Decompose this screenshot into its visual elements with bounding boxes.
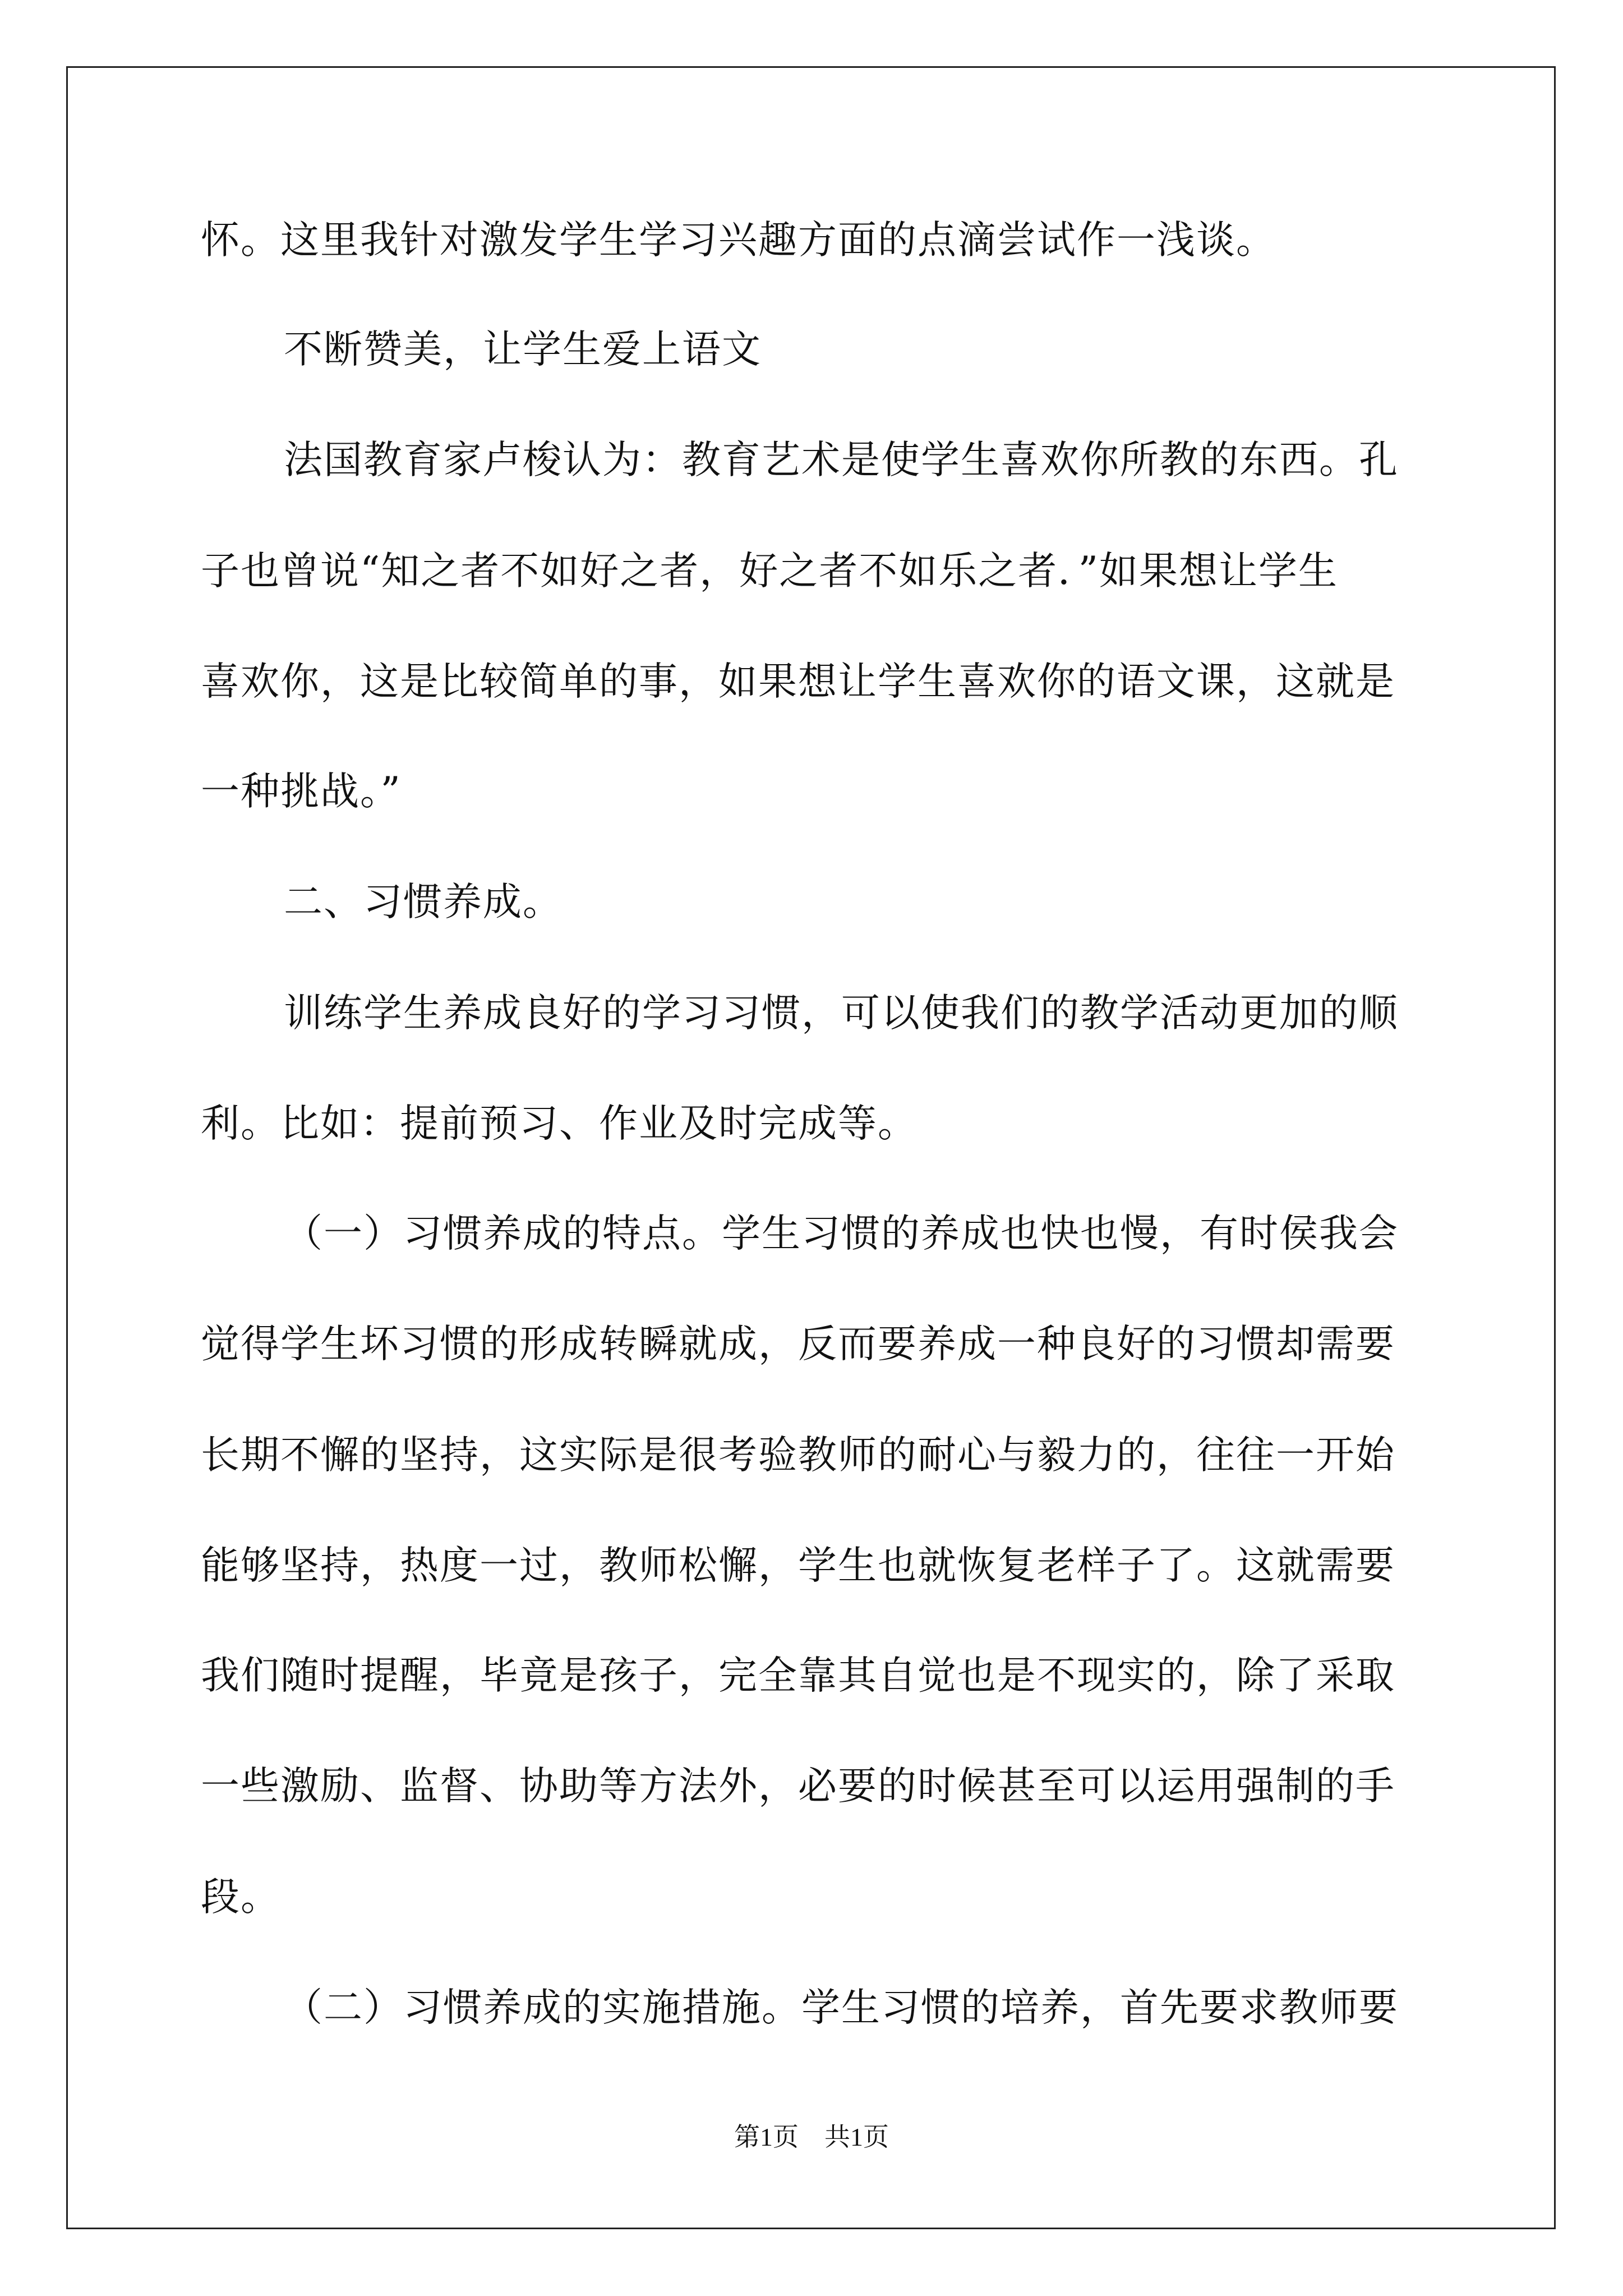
text-line: 喜欢你，这是比较简单的事，如果想让学生喜欢你的语文课，这就是 bbox=[201, 659, 1395, 704]
text-line: 觉得学生坏习惯的形成转瞬就成，反而要养成一种良好的习惯却需要 bbox=[201, 1322, 1395, 1366]
text-line: 不断赞美，让学生爱上语文 bbox=[284, 327, 762, 372]
text-line: 我们随时提醒，毕竟是孩子，完全靠其自觉也是不现实的，除了采取 bbox=[201, 1653, 1395, 1698]
text-line: 二、习惯养成。 bbox=[284, 880, 562, 924]
text-line: 一些激励、监督、协助等方法外，必要的时候甚至可以运用强制的手 bbox=[201, 1764, 1395, 1809]
text-line: 一种挑战。” bbox=[201, 769, 402, 814]
text-line: （一）习惯养成的特点。学生习惯的养成也快也慢，有时侯我会 bbox=[284, 1211, 1399, 1256]
text-line: 训练学生养成良好的学习习惯，可以使我们的教学活动更加的顺 bbox=[284, 991, 1399, 1036]
text-line: 段。 bbox=[201, 1875, 280, 1920]
text-line: （二）习惯养成的实施措施。学生习惯的培养，首先要求教师要 bbox=[284, 1985, 1399, 2030]
text-line: 子也曾说“知之者不如好之者，好之者不如乐之者．”如果想让学生 bbox=[201, 549, 1339, 593]
text-line: 法国教育家卢梭认为：教育艺术是使学生喜欢你所教的东西。孔 bbox=[284, 438, 1399, 482]
text-line: 利。比如：提前预习、作业及时完成等。 bbox=[201, 1101, 917, 1146]
text-line: 能够坚持，热度一过，教师松懈，学生也就恢复老样子了。这就需要 bbox=[201, 1543, 1395, 1588]
page-footer: 第1页 共1页 bbox=[734, 2123, 889, 2151]
text-line: 长期不懈的坚持，这实际是很考验教师的耐心与毅力的，往往一开始 bbox=[201, 1433, 1395, 1478]
text-line: 怀。这里我针对激发学生学习兴趣方面的点滴尝试作一浅谈。 bbox=[201, 218, 1276, 263]
